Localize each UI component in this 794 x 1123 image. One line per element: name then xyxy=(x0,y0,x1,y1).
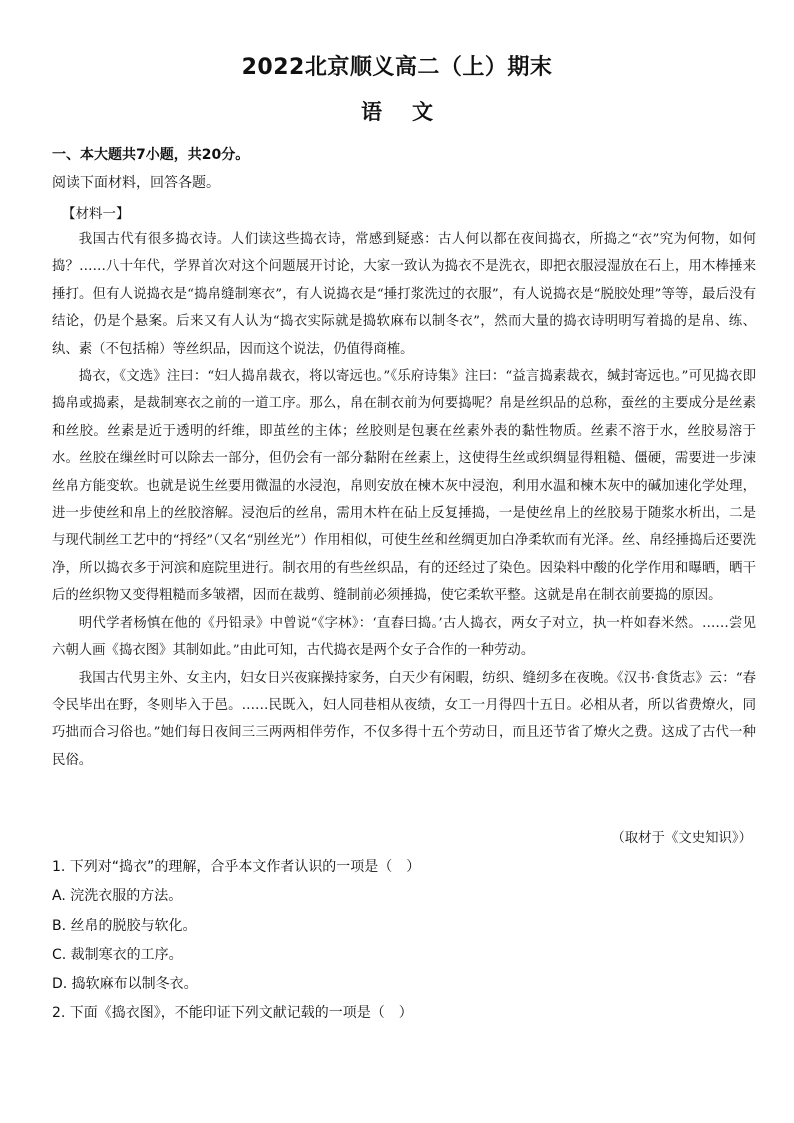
subject-title: 语文 xyxy=(361,100,463,124)
article-paragraph: 明代学者杨慎在他的《丹铅录》中曾说“《字林》：‘直舂曰捣。’古人捣衣，两女子对立，执一杵如舂米然。……尝见六朝人画《捣衣图》其制如此。”由此可知，古代捣衣是两个女子合作的一种劳动。 xyxy=(52,615,756,659)
article-paragraph: 捣衣，《文选》注曰：“妇人捣帛裁衣，将以寄远也。”《乐府诗集》注曰：“益言捣素裁衣，缄封寄远也。”可见捣衣即捣帛或捣素，是裁制寒衣之前的一道工序。那么，帛在制衣前为何要捣呢？帛是丝织品的总称，蚕丝的主要成分是丝素和丝胶。丝素是近于透明的纤维，即茧丝的主体；丝胶则是包裹在丝素外表的黏性物质。丝素不溶于水，丝胶易溶于水。丝胶在缫丝时可以除去一部分，但仍会有一部分黏附在丝素上，这使得生丝或织绸显得粗糙、僵硬，需要进一步涑丝帛方能变软。也就是说生丝要用微温的水浸泡，帛则安放在楝木灰中浸泡，利用水温和楝木灰中的碱加速化学处理，进一步使丝和帛上的丝胶溶解。浸泡后的丝帛，需用木杵在砧上反复捶捣，一是使丝帛上的丝胶易于随浆水析出，二是与现代制丝工艺中的“捋经”（又名“别丝光”）作用相似，可使生丝和丝绸更加白净柔软而有光泽。丝、帛经捶捣后还要洗净，所以捣衣多于河滨和庭院里进行。制衣用的有些丝织品，有的还经过了染色。因染料中酸的化学作用和曝晒，晒干后的丝织物又变得粗糙而多皱褶，因而在裁剪、缝制前必须捶捣，使它柔软平整。这就是帛在制衣前要捣的原因。 xyxy=(52,369,756,604)
question-1-option-d: D. 捣软麻布以制冬衣。 xyxy=(52,976,198,993)
question-1-option-a: A. 浣洗衣服的方法。 xyxy=(52,888,183,905)
question-1-stem: 1. 下列对“捣衣”的理解，合乎本文作者认识的一项是（ ） xyxy=(52,859,421,875)
article-body xyxy=(52,226,756,774)
section-heading: 一、本大题共7小题，共20分。 xyxy=(52,147,250,163)
instruction-text: 阅读下面材料，回答各题。 xyxy=(52,175,220,191)
article-paragraph: 我国古代有很多捣衣诗。人们读这些捣衣诗，常感到疑惑：古人何以都在夜间捣衣，所捣之“衣”究为何物，如何捣？……八十年代，学界首次对这个问题展开讨论，大家一致认为捣衣不是洗衣，即把衣服浸湿放在石上，用木棒捶来捶打。但有人说捣衣是“捣帛缝制寒衣”，有人说捣衣是“捶打浆洗过的衣服”，有人说捣衣是“脱胶处理”等等，最后没有结论，仍是个悬案。后来又有人认为“捣衣实际就是捣软麻布以制冬衣”，然而大量的捣衣诗明明写着捣的是帛、练、纨、素（不包括棉）等丝织品，因而这个说法，仍值得商榷。 xyxy=(52,232,756,357)
question-1-option-b: B. 丝帛的脱胶与软化。 xyxy=(52,917,197,934)
article-paragraph: 我国古代男主外、女主内，妇女日兴夜寐操持家务，白天少有闲暇，纺织、缝纫多在夜晚。《汉书·食货志》云：“春令民毕出在野，冬则毕入于邑。……民既入，妇人同巷相从夜绩，女工一月得四十五日。必相从者，所以省费燎火，同巧拙而合习俗也。”她们每日夜间三三两两相伴劳作，不仅多得十五个劳动日，而且还节省了燎火之费。这成了古代一种民俗。 xyxy=(52,670,756,768)
question-1-option-c: C. 裁制寒衣的工序。 xyxy=(52,946,183,963)
material-label: 【材料一】 xyxy=(62,206,130,222)
question-2-stem: 2. 下面《捣衣图》，不能印证下列文献记载的一项是（ ） xyxy=(52,1005,413,1022)
article-source: （取材于《文史知识》） xyxy=(611,831,752,846)
exam-title: 2022北京顺义高二（上）期末 xyxy=(241,55,553,80)
question-list xyxy=(52,856,756,1032)
